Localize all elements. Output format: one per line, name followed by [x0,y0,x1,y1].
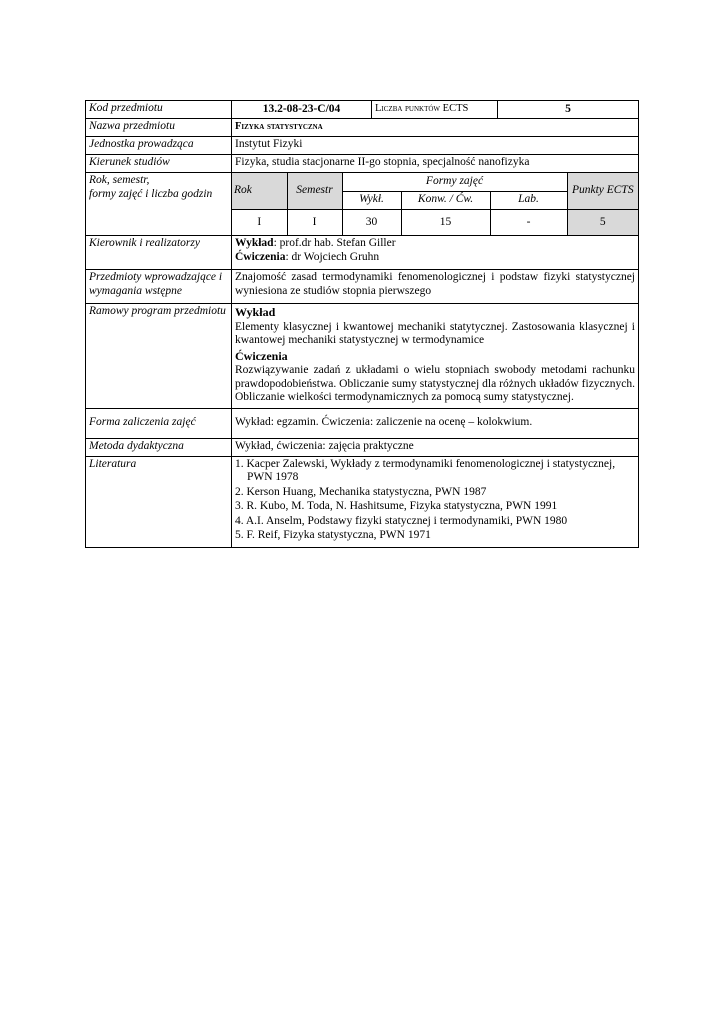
header-konw: Konw. / Ćw. [401,191,490,209]
row-method [86,438,639,456]
program-exercise-text: Rozwiązywanie zadań z układami o wielu stopniach swobody metodami rachunku prawdopodobieństwa. Obliczanie sumy statystycznej dla różnych układów fizycznych. Obliczanie wielkości termodynamicznych za pomocą sumy statystycznej. [235,364,635,403]
header-semestr: Semestr [287,173,342,209]
row-staff [86,236,639,270]
row-program [86,304,639,409]
syllabus-table [85,100,639,548]
value-semestr: I [287,209,342,235]
method-value: Wykład, ćwiczenia: zajęcia praktyczne [232,438,639,456]
prereq-label: Przedmioty wprowadzające i wymagania wstępne [86,270,232,304]
header-wykl: Wykł. [342,191,401,209]
course-code-value: 13.2-08-23-C/04 [232,101,372,119]
header-rok: Rok [232,173,287,209]
course-name-label: Nazwa przedmiotu [86,119,232,137]
course-code-label: Kod przedmiotu [86,101,232,119]
header-lab: Lab. [490,191,567,209]
value-punkty: 5 [567,209,638,235]
literature-item: 5. F. Reif, Fizyka statystyczna, PWN 1971 [235,529,431,541]
value-konw: 15 [401,209,490,235]
hours-label-line2: formy zajęć i liczba godzin [89,187,213,200]
row-assessment [86,408,639,438]
prereq-value: Znajomość zasad termodynamiki fenomenologicznej i podstaw fizyki statystycznej wyniesiona ze studiów stopnia pierwszego [232,270,639,304]
assessment-label: Forma zaliczenia zajęć [86,408,232,438]
unit-label: Jednostka prowadząca [86,137,232,155]
row-hours [86,173,639,236]
unit-value: Instytut Fizyki [232,137,639,155]
value-wykl: 30 [342,209,401,235]
field-value: Fizyka, studia stacjonarne II-go stopnia, specjalność nanofizyka [232,155,639,173]
literature-label: Literatura [86,456,232,547]
program-exercise-heading: Ćwiczenia [235,348,288,363]
literature-item: 3. R. Kubo, M. Toda, N. Hashitsume, Fizyka statystyczna, PWN 1991 [235,500,558,512]
literature-item: 2. Kerson Huang, Mechanika statystyczna, PWN 1987 [235,485,487,498]
staff-value [232,236,639,270]
literature-list [235,458,635,543]
hours-grid-cell [232,173,639,236]
row-course-name [86,119,639,137]
row-prereq [86,270,639,304]
staff-label: Kierownik i realizatorzy [86,236,232,270]
program-label: Ramowy program przedmiotu [86,304,232,409]
staff-lecture [235,237,635,251]
program-value [232,304,639,409]
header-formy: Formy zajęć [342,173,567,191]
value-rok: I [232,209,287,235]
row-unit [86,137,639,155]
row-field [86,155,639,173]
literature-item: 4. A.I. Anselm, Podstawy fizyki statycznej i termodynamiki, PWN 1980 [235,514,568,527]
value-lab: - [490,209,567,235]
ects-label: Liczba punktów ECTS [372,101,498,119]
staff-exercise [235,251,635,265]
row-literature [86,456,639,547]
program-lecture-text: Elementy klasycznej i kwantowej mechaniki statytycznej. Zastosowania klasycznej i kwantowej mechaniki statystycznej w termodynamice [235,320,635,346]
row-course-code [86,101,639,119]
staff-exercise-label: Ćwiczenia [235,250,286,263]
staff-exercise-value: : dr Wojciech Gruhn [285,250,380,263]
staff-lecture-label: Wykład [235,237,274,249]
literature-value [232,456,639,547]
hours-label-line1: Rok, semestr, [89,174,150,186]
literature-item: 1. Kacper Zalewski, Wykłady z termodynamiki fenomenologicznej i statystycznej, PWN 1978 [235,457,616,483]
method-label: Metoda dydaktyczna [86,438,232,456]
hours-label [86,173,232,236]
hours-grid [232,173,638,235]
field-label: Kierunek studiów [86,155,232,173]
course-name-value: Fizyka statystyczna [232,119,639,137]
program-lecture-heading: Wykład [235,305,276,319]
header-punkty: Punkty ECTS [567,173,638,209]
assessment-value: Wykład: egzamin. Ćwiczenia: zaliczenie na ocenę – kolokwium. [232,408,639,438]
staff-lecture-value: : prof.dr hab. Stefan Giller [273,237,396,249]
ects-value: 5 [498,101,639,119]
